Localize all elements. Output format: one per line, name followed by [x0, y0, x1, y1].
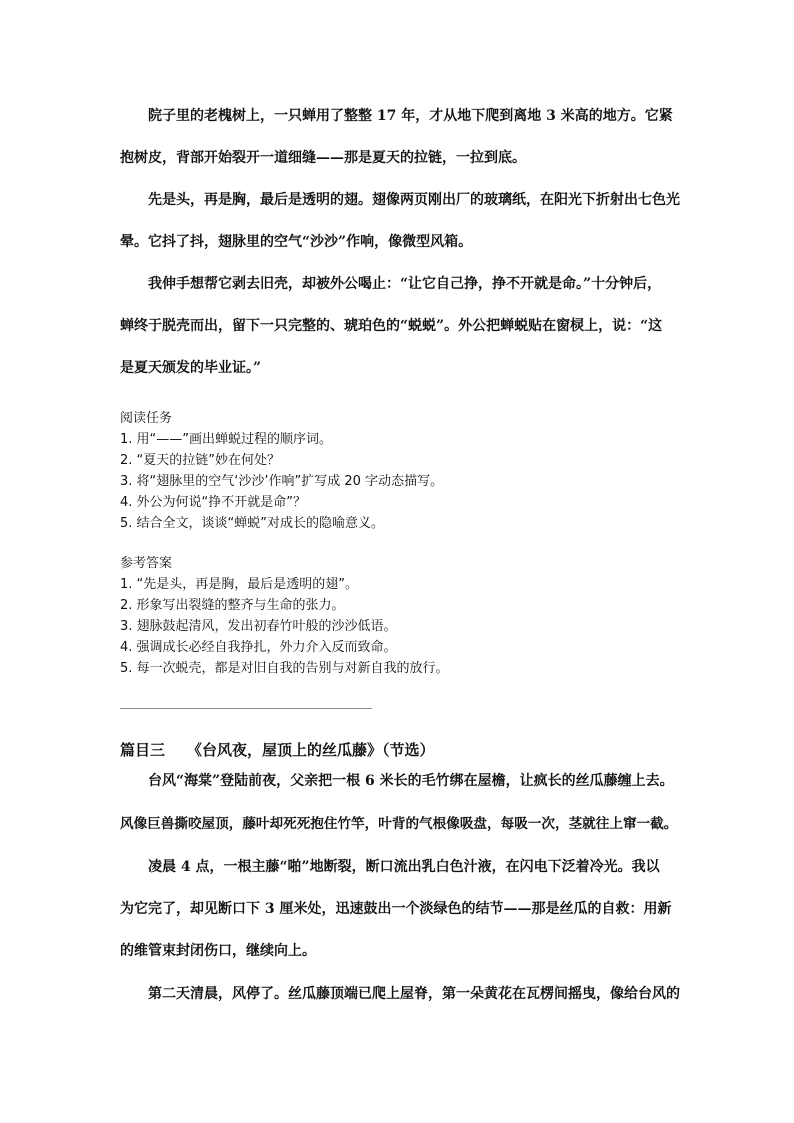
- answers-title: 参考答案: [120, 556, 173, 571]
- tasks-title: 阅读任务: [120, 411, 173, 426]
- passage3-line-6: 第二天清晨，风停了。丝瓜藤顶端已爬上屋脊，第一朵黄花在瓦楞间摇曳，像给台风的: [148, 986, 680, 1002]
- answer-item-1: 1. “先是头，再是胸，最后是透明的翅”。: [120, 577, 359, 592]
- passage3-title: 《台风夜，屋顶上的丝瓜藤》（节选）: [187, 741, 435, 759]
- passage2-line-1: 院子里的老槐树上，一只蝉用了整整 17 年，才从地下爬到离地 3 米高的地方。它紧: [148, 108, 673, 124]
- section-divider: [120, 708, 372, 709]
- task-item-5: 5. 结合全文，谈谈“蝉蜕”对成长的隐喻意义。: [120, 516, 385, 531]
- task-item-3: 3. 将“翅脉里的空气‘沙沙’作响”扩写成 20 字动态描写。: [120, 474, 444, 489]
- tasks-list: [120, 431, 443, 536]
- answer-item-5: 5. 每一次蜕壳，都是对旧自我的告别与对新自我的放行。: [120, 661, 449, 676]
- passage2-line-4: 晕。它抖了抖，翅脉里的空气“沙沙”作响，像微型风箱。: [120, 234, 473, 250]
- answer-item-4: 4. 强调成长必经自我挣扎，外力介入反而致命。: [120, 640, 397, 655]
- answer-item-2: 2. 形象写出裂缝的整齐与生命的张力。: [120, 598, 345, 613]
- task-item-4: 4. 外公为何说“挣不开就是命”？: [120, 495, 307, 510]
- passage2-line-2: 抱树皮，背部开始裂开一道细缝——那是夏天的拉链，一拉到底。: [120, 150, 526, 166]
- passage3-line-3: 凌晨 4 点，一根主藤“啪”地断裂，断口流出乳白色汁液，在闪电下泛着冷光。我以: [148, 859, 660, 875]
- passage3-line-1: 台风“海棠”登陆前夜，父亲把一根 6 米长的毛竹绑在屋檐，让疯长的丝瓜藤缠上去。: [148, 773, 674, 789]
- passage3-heading: [120, 740, 435, 760]
- passage3-label: 篇目三: [120, 741, 166, 759]
- passage2-line-5: 我伸手想帮它剥去旧壳，却被外公喝止：“让它自己挣，挣不开就是命。”十分钟后，: [148, 276, 662, 292]
- answers-list: [120, 576, 449, 681]
- passage3-line-2: 风像巨兽撕咬屋顶，藤叶却死死抱住竹竿，叶背的气根像吸盘，每吸一次，茎就往上窜一截。: [120, 816, 678, 832]
- passage3-line-5: 的维管束封闭伤口，继续向上。: [120, 943, 316, 959]
- passage3-line-4: 为它完了，却见断口下 3 厘米处，迅速鼓出一个淡绿色的结节——那是丝瓜的自救：用新: [120, 901, 672, 917]
- answer-item-3: 3. 翅脉鼓起清风，发出初春竹叶般的沙沙低语。: [120, 619, 397, 634]
- task-item-2: 2. “夏天的拉链”妙在何处？: [120, 453, 281, 468]
- task-item-1: 1. 用“——”画出蝉蜕过程的顺序词。: [120, 432, 333, 447]
- passage2-line-7: 是夏天颁发的毕业证。”: [120, 360, 262, 376]
- passage2-line-6: 蝉终于脱壳而出，留下一只完整的、琥珀色的“蜕蜕”。外公把蝉蜕贴在窗棂上，说：“这: [120, 318, 663, 334]
- passage2-line-3: 先是头，再是胸，最后是透明的翅。翅像两页刚出厂的玻璃纸，在阳光下折射出七色光: [148, 192, 680, 208]
